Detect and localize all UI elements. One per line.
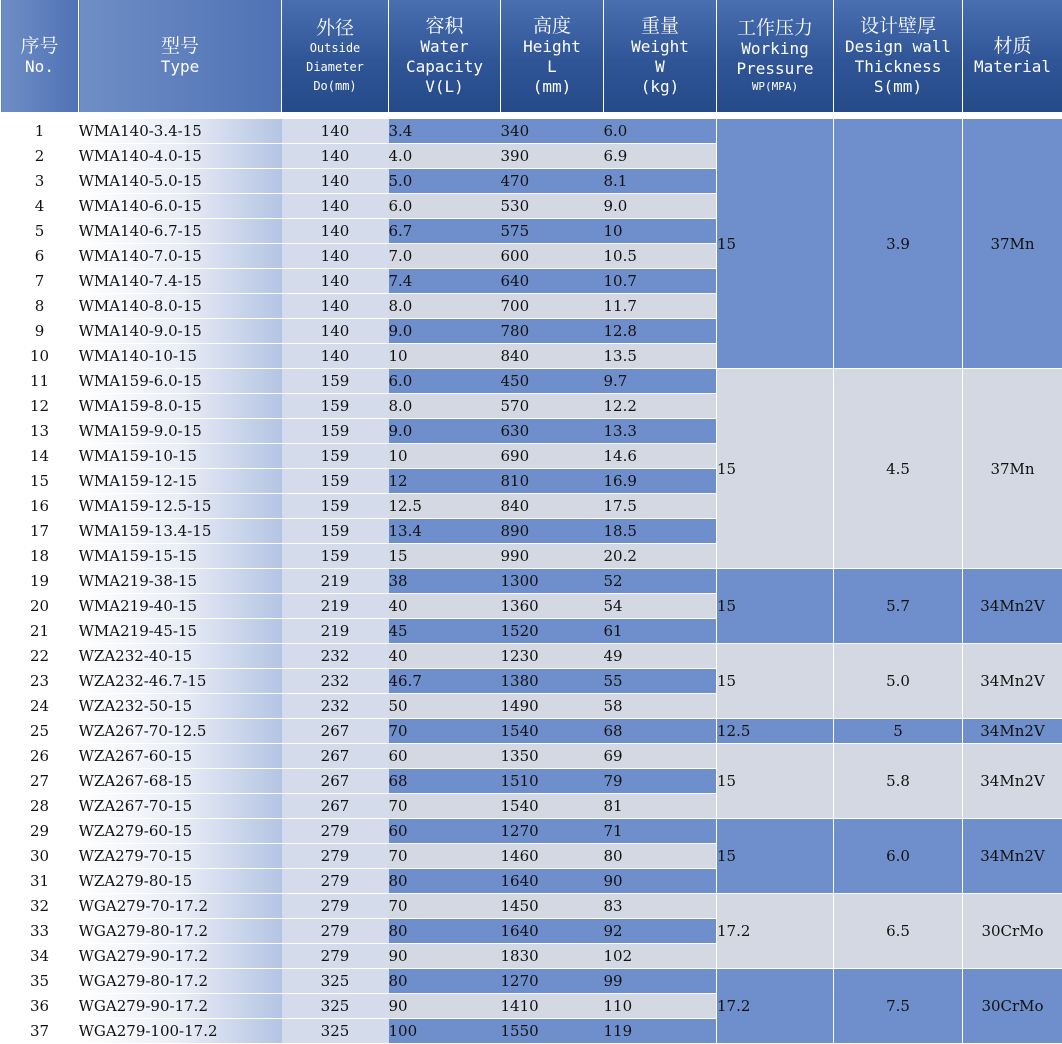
group-material: 30CrMo — [963, 969, 1062, 1044]
header-weight-en3: (kg) — [606, 77, 714, 97]
header-capacity-en3: V(L) — [391, 77, 498, 97]
group-material: 30CrMo — [963, 894, 1062, 969]
row-type: WMA219-38-15 — [79, 569, 282, 594]
group-working-pressure: 17.2 — [717, 969, 834, 1044]
row-height: 1830 — [501, 944, 604, 969]
row-height: 1230 — [501, 644, 604, 669]
row-outside-diameter: 267 — [282, 744, 389, 769]
row-weight: 69 — [604, 744, 717, 769]
row-capacity: 45 — [389, 619, 501, 644]
row-outside-diameter: 140 — [282, 169, 389, 194]
row-capacity: 15 — [389, 544, 501, 569]
row-number: 14 — [1, 444, 79, 469]
header-height — [501, 0, 604, 112]
row-outside-diameter: 140 — [282, 294, 389, 319]
row-type: WMA140-6.7-15 — [79, 219, 282, 244]
row-outside-diameter: 140 — [282, 344, 389, 369]
row-capacity: 70 — [389, 844, 501, 869]
header-no-zh: 序号 — [3, 35, 76, 57]
group-wall-thickness: 4.5 — [834, 369, 963, 569]
row-height: 840 — [501, 494, 604, 519]
table-body — [1, 112, 1062, 1044]
row-type: WMA140-5.0-15 — [79, 169, 282, 194]
group-material: 34Mn2V — [963, 744, 1062, 819]
header-weight-zh: 重量 — [606, 15, 714, 37]
row-type: WMA159-6.0-15 — [79, 369, 282, 394]
row-capacity: 13.4 — [389, 519, 501, 544]
row-capacity: 7.4 — [389, 269, 501, 294]
group-material: 37Mn — [963, 119, 1062, 369]
row-number: 29 — [1, 819, 79, 844]
row-number: 5 — [1, 219, 79, 244]
header-pressure-en3: WP(MPA) — [719, 79, 831, 95]
row-outside-diameter: 279 — [282, 894, 389, 919]
header-capacity-en1: Water — [391, 37, 498, 57]
row-number: 10 — [1, 344, 79, 369]
row-capacity: 9.0 — [389, 419, 501, 444]
row-weight: 14.6 — [604, 444, 717, 469]
row-capacity: 80 — [389, 969, 501, 994]
row-capacity: 6.7 — [389, 219, 501, 244]
row-outside-diameter: 159 — [282, 444, 389, 469]
row-capacity: 90 — [389, 944, 501, 969]
row-type: WMA219-45-15 — [79, 619, 282, 644]
row-weight: 55 — [604, 669, 717, 694]
row-weight: 12.2 — [604, 394, 717, 419]
row-weight: 20.2 — [604, 544, 717, 569]
row-height: 575 — [501, 219, 604, 244]
table-row — [1, 969, 1062, 994]
row-type: WGA279-80-17.2 — [79, 969, 282, 994]
header-type-en: Type — [81, 57, 279, 77]
row-type: WGA279-90-17.2 — [79, 944, 282, 969]
row-type: WMA219-40-15 — [79, 594, 282, 619]
row-capacity: 5.0 — [389, 169, 501, 194]
row-type: WMA159-13.4-15 — [79, 519, 282, 544]
row-height: 1410 — [501, 994, 604, 1019]
row-height: 1640 — [501, 919, 604, 944]
group-working-pressure: 15 — [717, 744, 834, 819]
row-type: WMA140-7.4-15 — [79, 269, 282, 294]
row-number: 13 — [1, 419, 79, 444]
header-capacity — [389, 0, 501, 112]
row-weight: 13.3 — [604, 419, 717, 444]
row-capacity: 9.0 — [389, 319, 501, 344]
group-working-pressure: 15 — [717, 369, 834, 569]
group-wall-thickness: 5.7 — [834, 569, 963, 644]
row-height: 810 — [501, 469, 604, 494]
row-type: WZA267-68-15 — [79, 769, 282, 794]
row-outside-diameter: 232 — [282, 694, 389, 719]
row-type: WMA159-12-15 — [79, 469, 282, 494]
row-height: 1510 — [501, 769, 604, 794]
row-number: 11 — [1, 369, 79, 394]
row-weight: 13.5 — [604, 344, 717, 369]
row-height: 340 — [501, 119, 604, 144]
row-type: WZA267-60-15 — [79, 744, 282, 769]
row-weight: 10 — [604, 219, 717, 244]
row-capacity: 38 — [389, 569, 501, 594]
group-material: 34Mn2V — [963, 719, 1062, 744]
header-capacity-en2: Capacity — [391, 57, 498, 77]
row-type: WMA140-7.0-15 — [79, 244, 282, 269]
row-number: 31 — [1, 869, 79, 894]
row-number: 12 — [1, 394, 79, 419]
row-capacity: 6.0 — [389, 369, 501, 394]
row-number: 22 — [1, 644, 79, 669]
header-pressure — [717, 0, 834, 112]
row-capacity: 50 — [389, 694, 501, 719]
row-height: 1490 — [501, 694, 604, 719]
group-wall-thickness: 7.5 — [834, 969, 963, 1044]
row-type: WMA159-10-15 — [79, 444, 282, 469]
row-weight: 54 — [604, 594, 717, 619]
row-height: 1520 — [501, 619, 604, 644]
row-weight: 10.7 — [604, 269, 717, 294]
row-capacity: 80 — [389, 869, 501, 894]
row-weight: 83 — [604, 894, 717, 919]
row-outside-diameter: 140 — [282, 144, 389, 169]
row-outside-diameter: 159 — [282, 469, 389, 494]
row-height: 1640 — [501, 869, 604, 894]
table-row — [1, 369, 1062, 394]
row-weight: 61 — [604, 619, 717, 644]
row-outside-diameter: 219 — [282, 619, 389, 644]
table-row — [1, 119, 1062, 144]
row-weight: 102 — [604, 944, 717, 969]
row-height: 390 — [501, 144, 604, 169]
row-outside-diameter: 159 — [282, 419, 389, 444]
row-weight: 9.7 — [604, 369, 717, 394]
row-number: 20 — [1, 594, 79, 619]
table-row — [1, 719, 1062, 744]
row-weight: 9.0 — [604, 194, 717, 219]
row-capacity: 7.0 — [389, 244, 501, 269]
row-capacity: 12.5 — [389, 494, 501, 519]
row-outside-diameter: 232 — [282, 644, 389, 669]
row-height: 1300 — [501, 569, 604, 594]
row-weight: 119 — [604, 1019, 717, 1044]
row-type: WZA232-40-15 — [79, 644, 282, 669]
row-height: 630 — [501, 419, 604, 444]
row-height: 1460 — [501, 844, 604, 869]
row-height: 700 — [501, 294, 604, 319]
row-type: WZA279-70-15 — [79, 844, 282, 869]
row-outside-diameter: 219 — [282, 594, 389, 619]
row-weight: 80 — [604, 844, 717, 869]
table-row — [1, 569, 1062, 594]
row-capacity: 10 — [389, 444, 501, 469]
row-outside-diameter: 159 — [282, 544, 389, 569]
row-height: 1550 — [501, 1019, 604, 1044]
row-outside-diameter: 140 — [282, 244, 389, 269]
row-capacity: 40 — [389, 644, 501, 669]
header-capacity-zh: 容积 — [391, 15, 498, 37]
header-height-en2: L — [503, 57, 601, 77]
row-number: 24 — [1, 694, 79, 719]
row-outside-diameter: 279 — [282, 869, 389, 894]
row-capacity: 68 — [389, 769, 501, 794]
row-weight: 10.5 — [604, 244, 717, 269]
header-height-en1: Height — [503, 37, 601, 57]
header-pressure-zh: 工作压力 — [719, 17, 831, 39]
row-number: 25 — [1, 719, 79, 744]
row-type: WMA159-9.0-15 — [79, 419, 282, 444]
header-height-en3: (mm) — [503, 77, 601, 97]
row-outside-diameter: 279 — [282, 844, 389, 869]
header-material — [963, 0, 1062, 112]
row-height: 1350 — [501, 744, 604, 769]
group-material: 34Mn2V — [963, 644, 1062, 719]
row-weight: 68 — [604, 719, 717, 744]
table-row — [1, 819, 1062, 844]
header-thickness-en2: Thickness — [836, 57, 960, 77]
row-type: WMA159-12.5-15 — [79, 494, 282, 519]
row-number: 26 — [1, 744, 79, 769]
row-outside-diameter: 267 — [282, 719, 389, 744]
row-weight: 58 — [604, 694, 717, 719]
row-height: 1540 — [501, 719, 604, 744]
row-type: WGA279-80-17.2 — [79, 919, 282, 944]
row-outside-diameter: 219 — [282, 569, 389, 594]
row-number: 7 — [1, 269, 79, 294]
row-type: WMA140-3.4-15 — [79, 119, 282, 144]
row-weight: 49 — [604, 644, 717, 669]
table-row — [1, 894, 1062, 919]
row-capacity: 100 — [389, 1019, 501, 1044]
row-height: 990 — [501, 544, 604, 569]
row-number: 18 — [1, 544, 79, 569]
row-number: 33 — [1, 919, 79, 944]
row-number: 32 — [1, 894, 79, 919]
row-type: WZA279-60-15 — [79, 819, 282, 844]
row-type: WMA140-9.0-15 — [79, 319, 282, 344]
header-no-en: No. — [3, 57, 76, 77]
table-header — [1, 0, 1062, 112]
header-no — [1, 0, 79, 112]
row-outside-diameter: 267 — [282, 794, 389, 819]
row-number: 19 — [1, 569, 79, 594]
row-number: 30 — [1, 844, 79, 869]
row-outside-diameter: 279 — [282, 944, 389, 969]
row-height: 890 — [501, 519, 604, 544]
row-type: WGA279-90-17.2 — [79, 994, 282, 1019]
row-capacity: 6.0 — [389, 194, 501, 219]
row-type: WZA232-46.7-15 — [79, 669, 282, 694]
row-number: 6 — [1, 244, 79, 269]
group-working-pressure: 12.5 — [717, 719, 834, 744]
group-material: 34Mn2V — [963, 569, 1062, 644]
row-weight: 6.0 — [604, 119, 717, 144]
row-number: 27 — [1, 769, 79, 794]
group-wall-thickness: 5.8 — [834, 744, 963, 819]
row-outside-diameter: 140 — [282, 219, 389, 244]
row-number: 9 — [1, 319, 79, 344]
row-outside-diameter: 325 — [282, 1019, 389, 1044]
row-weight: 16.9 — [604, 469, 717, 494]
row-weight: 99 — [604, 969, 717, 994]
row-height: 1380 — [501, 669, 604, 694]
header-thickness-zh: 设计壁厚 — [836, 15, 960, 37]
row-height: 600 — [501, 244, 604, 269]
row-height: 840 — [501, 344, 604, 369]
header-od-en3: Do(mm) — [284, 77, 386, 96]
row-outside-diameter: 140 — [282, 269, 389, 294]
row-height: 780 — [501, 319, 604, 344]
row-type: WZA267-70-15 — [79, 794, 282, 819]
row-type: WMA140-6.0-15 — [79, 194, 282, 219]
row-outside-diameter: 325 — [282, 994, 389, 1019]
row-capacity: 80 — [389, 919, 501, 944]
group-wall-thickness: 5 — [834, 719, 963, 744]
row-height: 470 — [501, 169, 604, 194]
row-weight: 17.5 — [604, 494, 717, 519]
row-height: 690 — [501, 444, 604, 469]
row-type: WGA279-100-17.2 — [79, 1019, 282, 1044]
row-number: 21 — [1, 619, 79, 644]
row-weight: 11.7 — [604, 294, 717, 319]
header-pressure-en2: Pressure — [719, 59, 831, 79]
row-type: WZA279-80-15 — [79, 869, 282, 894]
row-capacity: 70 — [389, 794, 501, 819]
row-capacity: 46.7 — [389, 669, 501, 694]
row-number: 23 — [1, 669, 79, 694]
row-number: 16 — [1, 494, 79, 519]
group-wall-thickness: 6.0 — [834, 819, 963, 894]
table-row — [1, 744, 1062, 769]
row-capacity: 8.0 — [389, 394, 501, 419]
row-type: WMA140-4.0-15 — [79, 144, 282, 169]
row-height: 1360 — [501, 594, 604, 619]
row-capacity: 90 — [389, 994, 501, 1019]
row-number: 17 — [1, 519, 79, 544]
row-number: 4 — [1, 194, 79, 219]
group-working-pressure: 15 — [717, 819, 834, 894]
row-capacity: 70 — [389, 719, 501, 744]
row-outside-diameter: 232 — [282, 669, 389, 694]
row-number: 3 — [1, 169, 79, 194]
row-type: WMA140-10-15 — [79, 344, 282, 369]
row-capacity: 4.0 — [389, 144, 501, 169]
row-outside-diameter: 279 — [282, 919, 389, 944]
row-weight: 81 — [604, 794, 717, 819]
header-thickness-en1: Design wall — [836, 37, 960, 57]
row-type: WMA140-8.0-15 — [79, 294, 282, 319]
row-height: 1270 — [501, 969, 604, 994]
row-outside-diameter: 140 — [282, 119, 389, 144]
row-capacity: 60 — [389, 744, 501, 769]
row-height: 1450 — [501, 894, 604, 919]
row-weight: 8.1 — [604, 169, 717, 194]
table-row — [1, 644, 1062, 669]
row-outside-diameter: 159 — [282, 494, 389, 519]
row-outside-diameter: 279 — [282, 819, 389, 844]
row-type: WMA159-8.0-15 — [79, 394, 282, 419]
group-material: 37Mn — [963, 369, 1062, 569]
row-height: 570 — [501, 394, 604, 419]
row-height: 640 — [501, 269, 604, 294]
row-weight: 79 — [604, 769, 717, 794]
row-capacity: 70 — [389, 894, 501, 919]
row-number: 1 — [1, 119, 79, 144]
row-outside-diameter: 159 — [282, 519, 389, 544]
row-number: 35 — [1, 969, 79, 994]
row-type: WGA279-70-17.2 — [79, 894, 282, 919]
group-wall-thickness: 5.0 — [834, 644, 963, 719]
group-wall-thickness: 3.9 — [834, 119, 963, 369]
row-weight: 6.9 — [604, 144, 717, 169]
group-material: 34Mn2V — [963, 819, 1062, 894]
row-height: 450 — [501, 369, 604, 394]
row-capacity: 3.4 — [389, 119, 501, 144]
row-outside-diameter: 267 — [282, 769, 389, 794]
row-height: 530 — [501, 194, 604, 219]
header-material-zh: 材质 — [965, 35, 1060, 57]
group-working-pressure: 15 — [717, 569, 834, 644]
row-outside-diameter: 140 — [282, 194, 389, 219]
row-capacity: 60 — [389, 819, 501, 844]
header-weight-en2: W — [606, 57, 714, 77]
row-number: 37 — [1, 1019, 79, 1044]
group-working-pressure: 17.2 — [717, 894, 834, 969]
header-od-en2: Diameter — [284, 58, 386, 77]
row-height: 1270 — [501, 819, 604, 844]
group-working-pressure: 15 — [717, 119, 834, 369]
row-number: 34 — [1, 944, 79, 969]
group-wall-thickness: 6.5 — [834, 894, 963, 969]
header-type — [79, 0, 282, 112]
row-capacity: 10 — [389, 344, 501, 369]
row-weight: 18.5 — [604, 519, 717, 544]
row-capacity: 8.0 — [389, 294, 501, 319]
row-outside-diameter: 159 — [282, 369, 389, 394]
header-material-en1: Material — [965, 57, 1060, 77]
header-od-zh: 外径 — [284, 17, 386, 39]
header-thickness-en3: S(mm) — [836, 77, 960, 97]
header-od-en1: Outside — [284, 39, 386, 58]
row-capacity: 40 — [389, 594, 501, 619]
group-working-pressure: 15 — [717, 644, 834, 719]
header-height-zh: 高度 — [503, 15, 601, 37]
row-weight: 52 — [604, 569, 717, 594]
row-number: 36 — [1, 994, 79, 1019]
row-type: WZA232-50-15 — [79, 694, 282, 719]
row-number: 15 — [1, 469, 79, 494]
row-outside-diameter: 159 — [282, 394, 389, 419]
row-capacity: 12 — [389, 469, 501, 494]
header-thickness — [834, 0, 963, 112]
header-od — [282, 0, 389, 112]
row-outside-diameter: 325 — [282, 969, 389, 994]
header-type-zh: 型号 — [81, 35, 279, 57]
row-number: 28 — [1, 794, 79, 819]
row-weight: 110 — [604, 994, 717, 1019]
row-weight: 71 — [604, 819, 717, 844]
row-number: 2 — [1, 144, 79, 169]
header-weight-en1: Weight — [606, 37, 714, 57]
row-weight: 92 — [604, 919, 717, 944]
row-weight: 12.8 — [604, 319, 717, 344]
row-number: 8 — [1, 294, 79, 319]
row-type: WZA267-70-12.5 — [79, 719, 282, 744]
row-height: 1540 — [501, 794, 604, 819]
row-type: WMA159-15-15 — [79, 544, 282, 569]
header-weight — [604, 0, 717, 112]
row-outside-diameter: 140 — [282, 319, 389, 344]
row-weight: 90 — [604, 869, 717, 894]
header-pressure-en1: Working — [719, 39, 831, 59]
